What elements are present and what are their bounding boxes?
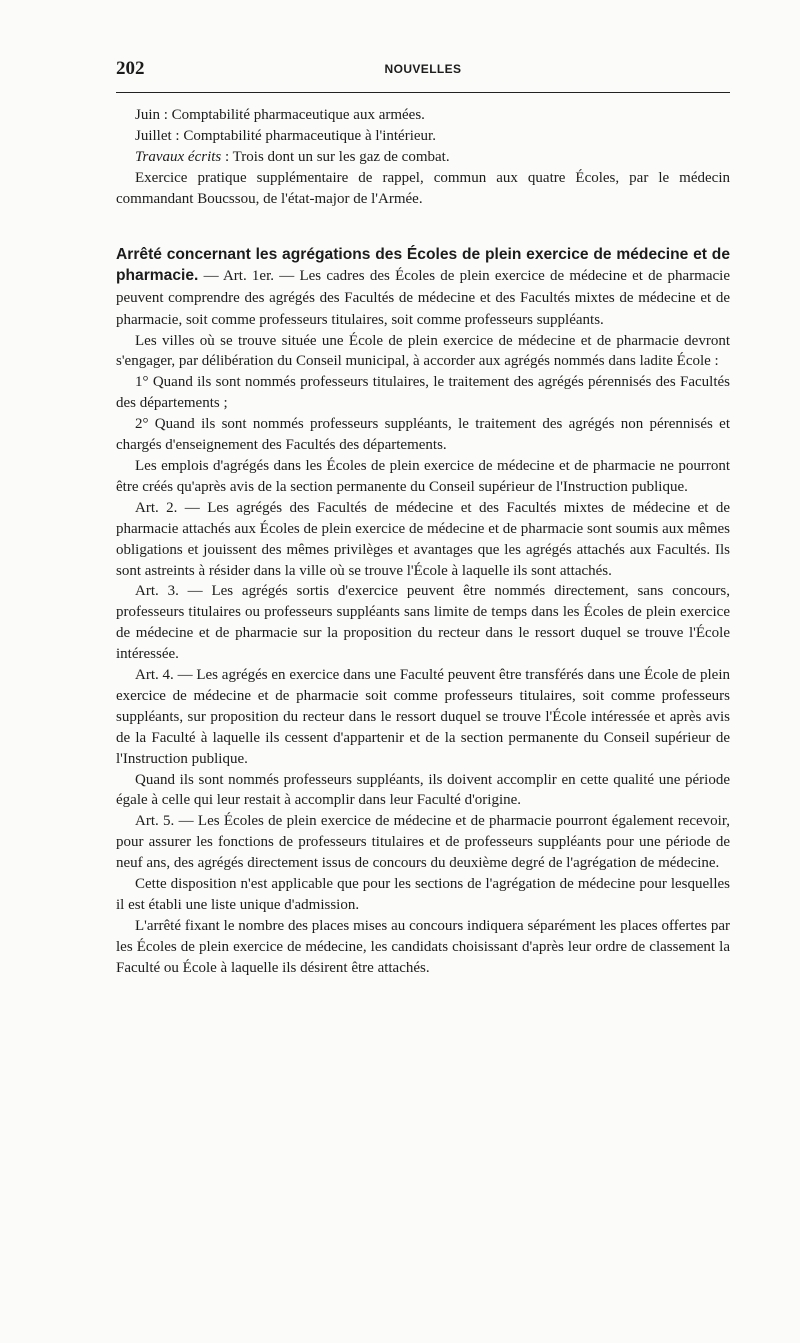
intro-juillet: Juillet : Comptabilité pharmaceutique à l'intérieur. (135, 127, 436, 144)
paragraph-article-5: Art. 5. — Les Écoles de plein exercice de médecine et de pharmacie pourront également recevoir, pour assurer les fonctions de professeurs titulaires et de professeurs suppléants pour une période de neuf ans, des agrégés directement issus de concours du deuxième degré de l'agrégation de médecine. (116, 813, 730, 872)
paragraph: 2° Quand ils sont nommés professeurs suppléants, le traitement des agrégés non pérennisés et chargés d'enseignement des Facultés des départements. (116, 416, 730, 454)
paragraph: 1° Quand ils sont nommés professeurs titulaires, le traitement des agrégés pérennisés des Facultés des départements ; (116, 374, 730, 412)
paragraph-article-4: Art. 4. — Les agrégés en exercice dans une Faculté peuvent être transférés dans une École de plein exercice de médecine et de pharmacie soit comme professeurs titulaires, soit comme professeurs suppléants, sur proposition du recteur dans le ressort duquel se trouve l'École intéressée et après avis de la Faculté à laquelle ils cessent d'appartenir et de la section permanente du Conseil supérieur de l'Instruction publique. (116, 667, 730, 767)
section-heading (116, 244, 730, 331)
article-1-text: — Art. 1er. — Les cadres des Écoles de plein exercice de médecine et de pharmacie peuvent comprendre des agrégés des Facultés de médecine et des Facultés mixtes de médecine et de pharmacie, soit comme professeurs titulaires, soit comme professeurs suppléants. (116, 267, 730, 328)
paragraph: Quand ils sont nommés professeurs suppléants, ils doivent accomplir en cette qualité une période égale à celle qui leur restait à accomplir dans leur Faculté d'origine. (116, 771, 730, 809)
running-head (116, 58, 730, 84)
intro-juin: Juin : Comptabilité pharmaceutique aux armées. (135, 107, 425, 123)
intro-exercice: Exercice pratique supplémentaire de rappel, commun aux quatre Écoles, par le médecin commandant Boucssou, de l'état-major de l'Armée. (116, 169, 730, 207)
page-number: 202 (116, 58, 145, 79)
paragraph-article-3: Art. 3. — Les agrégés sortis d'exercice peuvent être nommés directement, sans concours, professeurs titulaires ou professeurs suppléants sans limite de temps dans les Écoles de plein exercice de médecine et de pharmacie sur la proposition du recteur dans le ressort duquel se trouve l'École intéressée. (116, 583, 730, 663)
section-title: Arrêté concernant les agrégations des Écoles de plein exercice de médecine et de pharmacie. (116, 245, 730, 284)
travaux-text: : Trois dont un sur les gaz de combat. (221, 148, 450, 165)
body-text (116, 105, 730, 979)
running-title: NOUVELLES (384, 62, 462, 76)
paragraph: Les villes où se trouve située une École de plein exercice de médecine et de pharmacie devront s'engager, par délibération du Conseil municipal, à accorder aux agrégés nommés dans ladite École : (116, 332, 730, 370)
header-rule (116, 92, 730, 93)
travaux-label: Travaux écrits (135, 148, 222, 165)
paragraph: Les emplois d'agrégés dans les Écoles de plein exercice de médecine et de pharmacie ne pourront être créés qu'après avis de la section permanente du Conseil supérieur de l'Instruction publique. (116, 457, 730, 495)
paragraph-article-2: Art. 2. — Les agrégés des Facultés de médecine et des Facultés mixtes de médecine et de pharmacie attachés aux Écoles de plein exercice de médecine et de pharmacie sont soumis aux mêmes obligations et jouissent des mêmes privilèges et avantages que les agrégés attachés aux Facultés. Ils sont astreints à résider dans la ville où se trouve l'École à laquelle ils sont attachés. (116, 499, 730, 579)
document-page (116, 58, 730, 979)
paragraph: Cette disposition n'est applicable que pour les sections de l'agrégation de médecine pour lesquelles il est établi une liste unique d'admission. (116, 876, 730, 913)
paragraph: L'arrêté fixant le nombre des places mises au concours indiquera séparément les places offertes par les Écoles de plein exercice de médecine, les candidats choisissant d'après leur ordre de classement la Faculté ou École à laquelle ils désirent être attachés. (116, 917, 730, 976)
intro-travaux (116, 147, 730, 168)
